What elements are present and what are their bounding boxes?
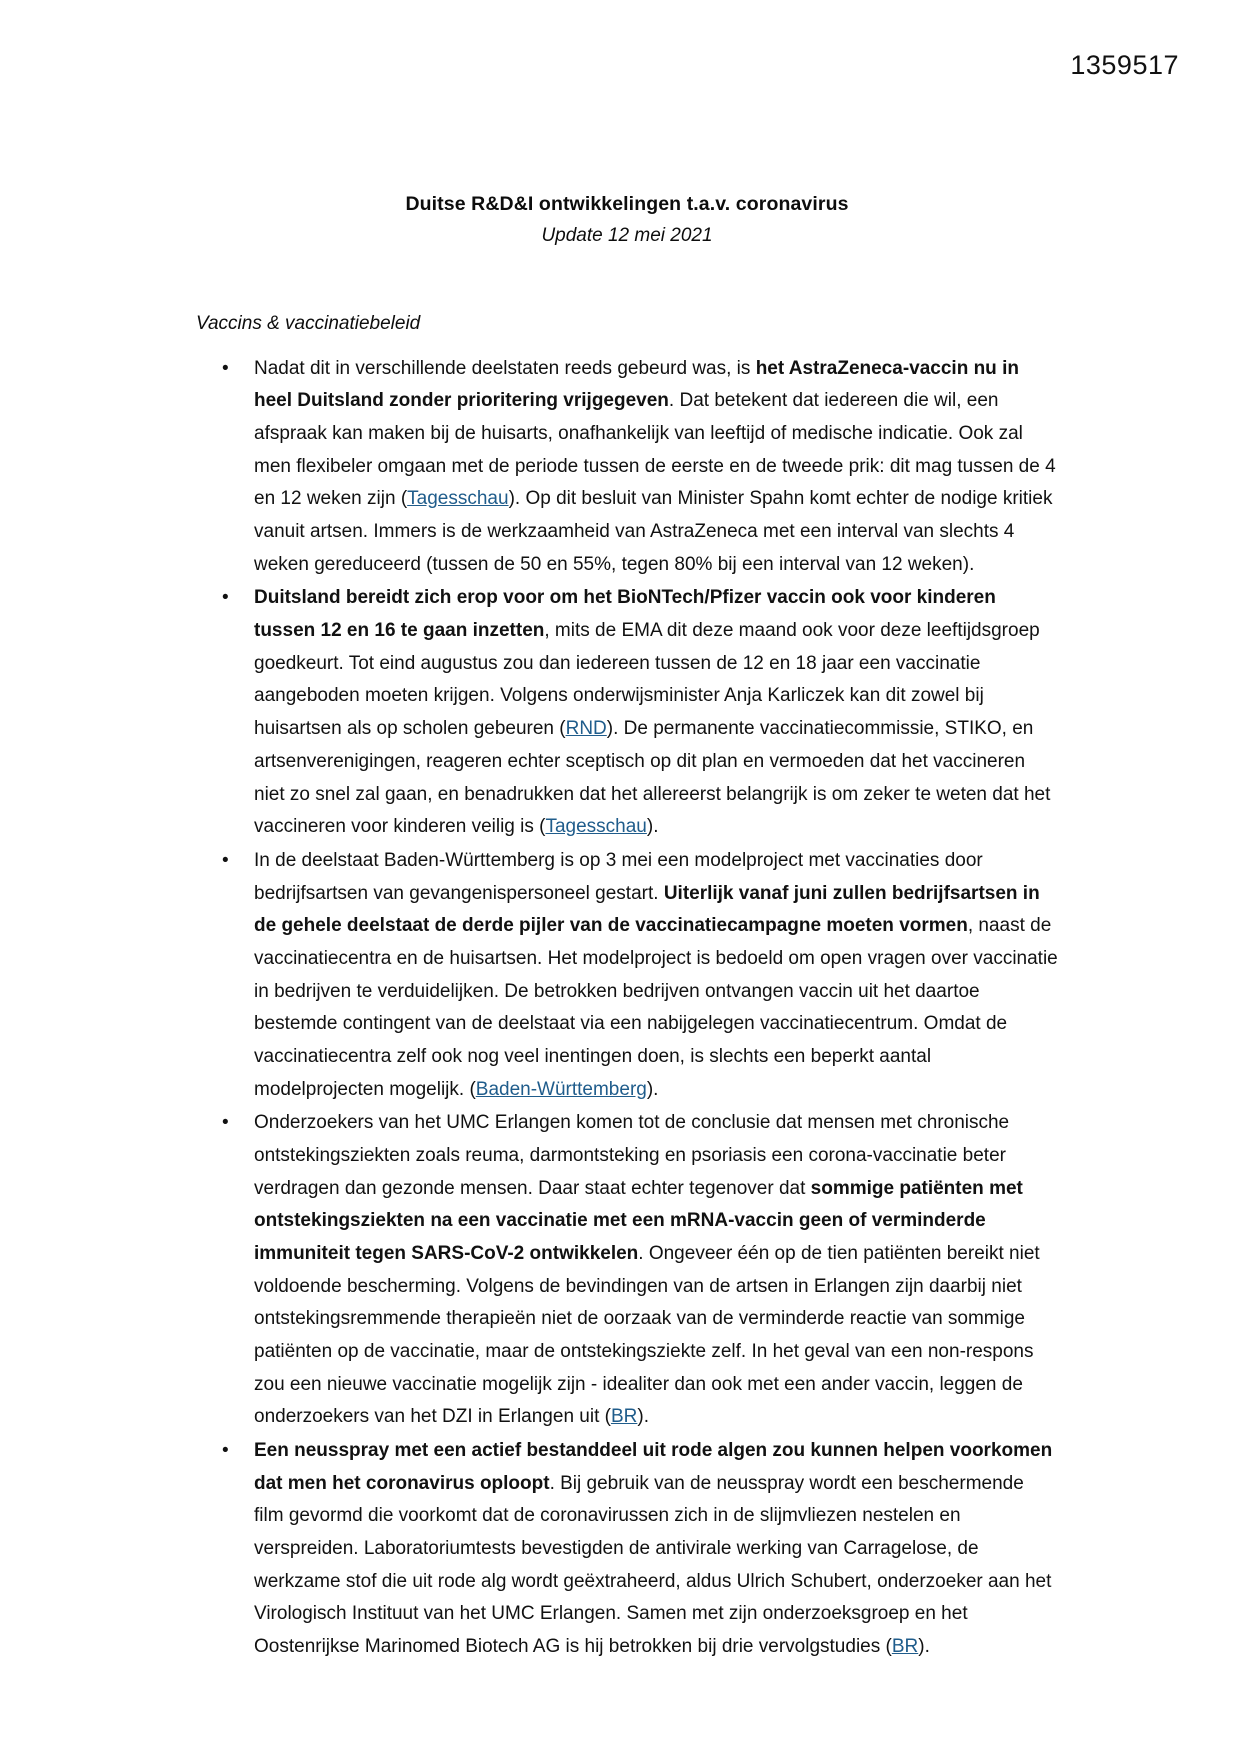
bullet-baden-wurttemberg [196,845,1064,1106]
source-link[interactable]: Baden-Württemberg [475,1078,647,1100]
page-number: 1359517 [1070,50,1179,80]
bullet-neusspray [196,1435,1058,1664]
body-text: ). Op dit besluit van Minister Spahn komt echter de nodige kritiek vanuit artsen. Immers is de werkzaamheid van AstraZeneca met een interval van slechts 4 weken gereduceerd (tussen de 50 en 55%, tegen 80% bij een interval van 12 weken). [254,488,1058,575]
body-text: ). [637,1406,649,1428]
document-title: Duitse R&D&I ontwikkelingen t.a.v. coronavirus [405,193,849,215]
bullet-biontech-kinderen [196,582,1058,843]
body-text: Onderzoekers van het UMC Erlangen komen tot de conclusie dat mensen met chronische ontstekingsziekten zoals reuma, darmontsteking en psoriasis een corona-vaccinatie beter verdragen dan gezonde mensen. Daar staat echter tegenover dat [254,1112,1015,1199]
emphasis-text: sommige patiënten met ontstekingsziekten na een vaccinatie met een mRNA-vaccin geen of verminderde immuniteit tegen SARS-CoV-2 ontwikkelen [254,1177,1029,1264]
body-text: ). De permanente vaccinatiecommissie, STIKO, en artsenverenigingen, reageren echter sceptisch op dit plan en vermoeden dat het vaccineren niet zo snel zal gaan, en benadrukken dat het allereerst belangrijk is om zeker te weten dat het vaccineren voor kinderen veilig is ( [254,718,1056,838]
body-text: ). [646,816,659,838]
body-text: , mits de EMA dit deze maand ook voor deze leeftijdsgroep goedkeurt. Tot eind augustus zou dan iedereen tussen de 12 en 18 jaar een vaccinatie aangeboden moeten krijgen. Volgens onderwijsminister Anja Karliczek kan dit zowel bij huisartsen als op scholen gebeuren ( [254,620,1045,740]
bullet-umc-erlangen [196,1107,1058,1434]
body-text: , naast de vaccinatiecentra en de huisartsen. Het modelproject is bedoeld om open vragen over vaccinatie in bedrijven te verduidelijken. De betrokken bedrijven ontvangen vaccin uit het daartoe bestemde contingent van de deelstaat via een nabijgelegen vaccinatiecentrum. Omdat de vaccinatiecentra zelf ook nog veel inentingen doen, is slechts een beperkt aantal modelprojecten mogelijk. ( [254,915,1064,1100]
body-text: Nadat dit in verschillende deelstaten reeds gebeurd was, is [254,357,756,379]
section-heading-vaccins: Vaccins & vaccinatiebeleid [196,312,421,334]
emphasis-text: Een neusspray met een actief bestanddeel uit rode algen zou kunnen helpen voorkomen dat men het coronavirus oploopt [254,1439,1058,1494]
bullet-list [196,353,1064,1664]
body-text: . Ongeveer één op de tien patiënten bereikt niet voldoende bescherming. Volgens de bevindingen van de artsen in Erlangen zijn daarbij niet ontstekingsremmende therapieën niet de oorzaak van de verminderde reactie van sommige patiënten op de vaccinatie, maar de ontstekingsziekte zelf. In het geval van een non-respons zou een nieuwe vaccinatie mogelijk zijn - idealiter dan ook met een ander vaccin, leggen de onderzoekers van het DZI in Erlangen uit ( [254,1242,1045,1428]
bullet-astrazeneca [196,353,1061,582]
source-link[interactable]: BR [610,1406,638,1428]
emphasis-text: Duitsland bereidt zich erop voor om het BioNTech/Pfizer vaccin ook voor kinderen tussen 12 en 16 te gaan inzetten [254,587,1002,642]
body-text: In de deelstaat Baden-Württemberg is op 3 mei een modelproject met vaccinaties door bedrijfsartsen van gevangenispersoneel gestart. [254,849,988,904]
source-link[interactable]: BR [891,1635,919,1657]
body-text: ). [918,1635,930,1657]
body-text: ). [646,1078,659,1100]
emphasis-text: Uiterlijk vanaf juni zullen bedrijfsartsen in de gehele deelstaat de derde pijler van de vaccinatiecampagne moeten vormen [254,882,1045,937]
body-text: . Dat betekent dat iedereen die wil, een afspraak kan maken bij de huisarts, onafhankelijk van leeftijd of medische indicatie. Ook zal men flexibeler omgaan met de periode tussen de eerste en de tweede prik: dit mag tussen de 4 en 12 weken zijn ( [254,390,1061,510]
source-link[interactable]: Tagesschau [407,488,509,510]
body-text: . Bij gebruik van de neusspray wordt een beschermende film gevormd die voorkomt dat de coronavirussen zich in de slijmvliezen nestelen en verspreiden. Laboratoriumtests bevestigden de antivirale werking van Carragelose, de werkzame stof die uit rode alg wordt geëxtraheerd, aldus Ulrich Schubert, onderzoeker aan het Virologisch Instituut van het UMC Erlangen. Samen met zijn onderzoeksgroep en het Oostenrijkse Marinomed Biotech AG is hij betrokken bij drie vervolgstudies ( [254,1472,1057,1657]
emphasis-text: het AstraZeneca-vaccin nu in heel Duitsland zonder prioritering vrijgegeven [254,357,1025,412]
document-subtitle: Update 12 mei 2021 [541,225,713,247]
source-link[interactable]: Tagesschau [545,816,647,838]
source-link[interactable]: RND [565,718,607,740]
document-body [196,190,1064,1665]
